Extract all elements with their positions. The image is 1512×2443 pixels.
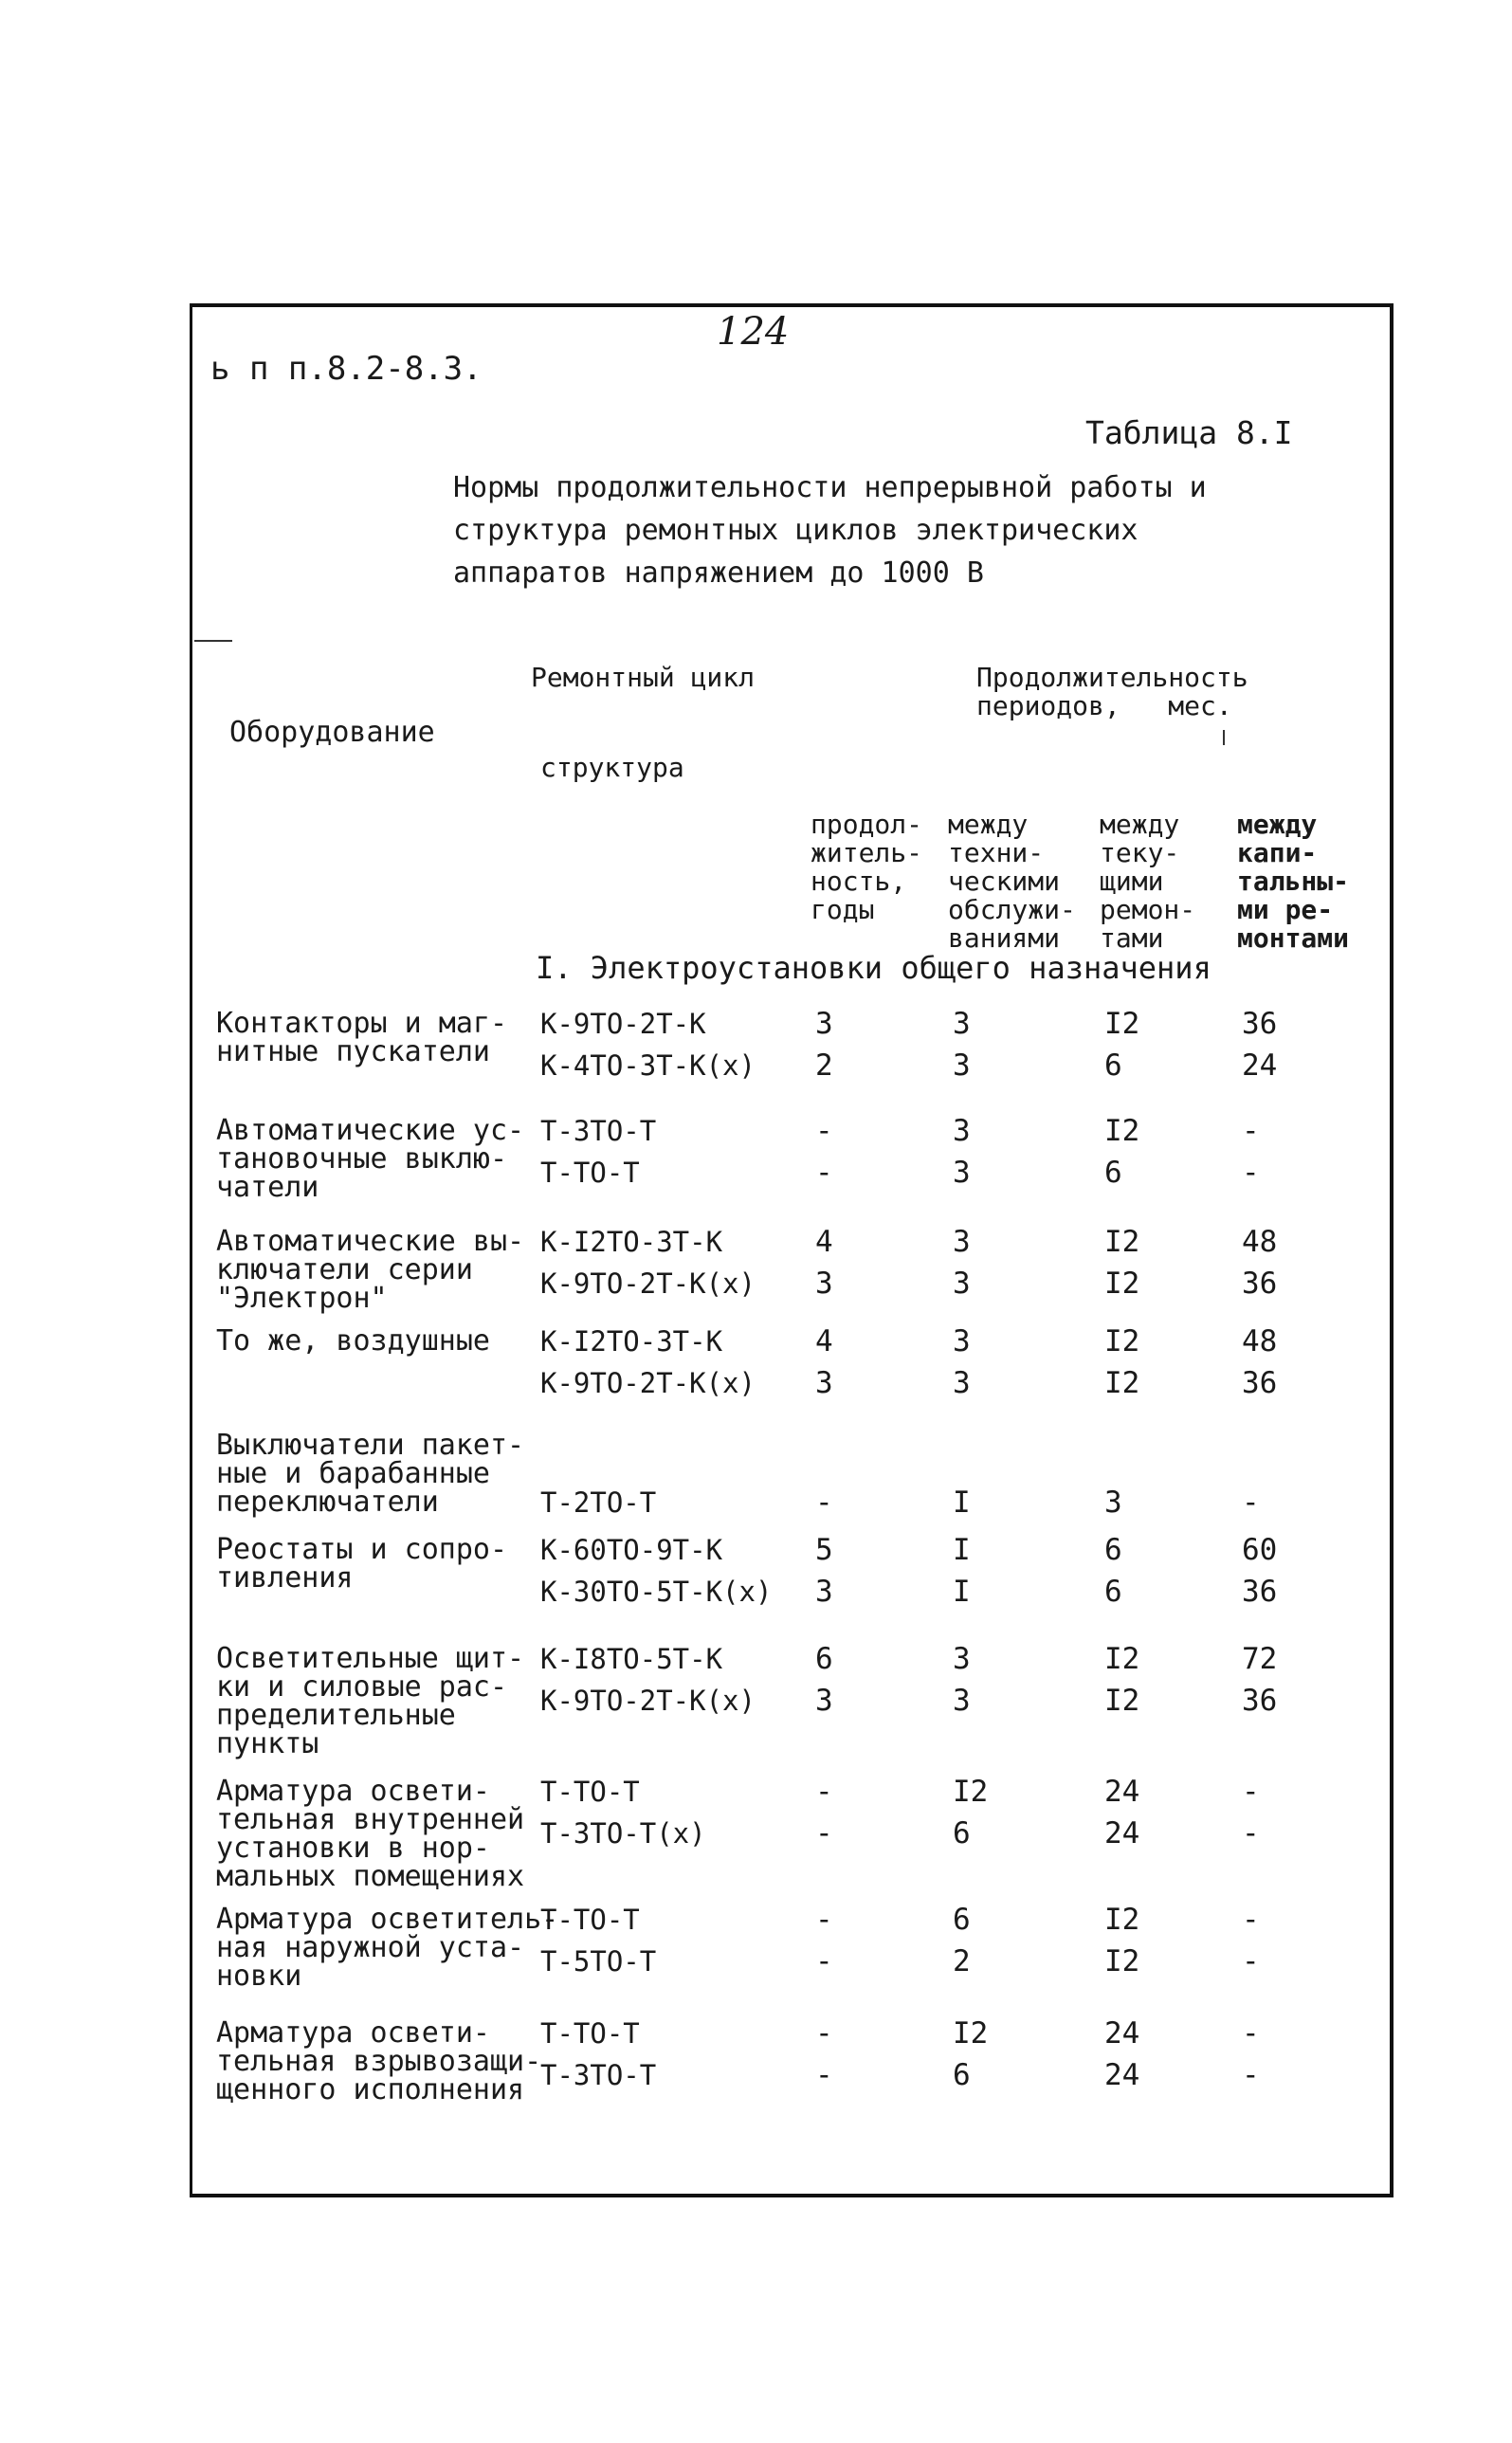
cell-capital: 24 [1242, 1048, 1278, 1083]
equipment-name: тельная внутренней [216, 1803, 525, 1836]
cell-maint: I [953, 1486, 971, 1520]
cell-maint: 3 [953, 1048, 971, 1083]
header-repair-cycle: Ремонтный цикл [531, 662, 756, 693]
equipment-name: Выключатели пакет- [216, 1429, 525, 1462]
cell-structure: Т-3ТО-Т [540, 1115, 657, 1147]
cell-capital: - [1242, 1944, 1260, 1978]
cell-current: 6 [1104, 1156, 1122, 1190]
cell-structure: Т-ТО-Т [540, 2017, 640, 2050]
cell-capital: - [1242, 2016, 1260, 2051]
cell-capital: 48 [1242, 1324, 1278, 1358]
equipment-name: ная наружной уста- [216, 1931, 525, 1964]
cell-current: I2 [1104, 1114, 1140, 1148]
cell-years: 6 [815, 1642, 833, 1676]
cell-capital: 36 [1242, 1267, 1278, 1301]
cell-years: - [815, 1903, 833, 1937]
cell-current: 24 [1104, 1775, 1140, 1809]
cell-current: I2 [1104, 1944, 1140, 1978]
cell-maint: 3 [953, 1267, 971, 1301]
cell-maint: 3 [953, 1366, 971, 1400]
cell-structure: К-4ТО-3Т-К(х) [540, 1049, 756, 1082]
cell-capital: - [1242, 1486, 1260, 1520]
cell-years: - [815, 2016, 833, 2051]
header-current: между теку- щими ремон- тами [1100, 809, 1196, 954]
page-number: 124 [717, 310, 790, 354]
cell-structure: Т-3ТО-Т [540, 2059, 657, 2091]
equipment-name: щенного исполнения [216, 2073, 525, 2106]
cell-years: 3 [815, 1575, 833, 1609]
cell-structure: К-9ТО-2Т-К(х) [540, 1685, 756, 1717]
header-years: продол- житель- ность, годы [811, 809, 923, 925]
cell-maint: I2 [953, 2016, 989, 2051]
equipment-name: тельная взрывозащи- [216, 2045, 542, 2078]
cell-capital: 36 [1242, 1366, 1278, 1400]
equipment-name: "Электрон" [216, 1282, 388, 1315]
reference-line: ь п п.8.2-8.3. [210, 350, 483, 388]
cell-capital: - [1242, 1903, 1260, 1937]
equipment-name: То же, воздушные [216, 1324, 490, 1358]
divider [194, 640, 232, 642]
cell-capital: 72 [1242, 1642, 1278, 1676]
equipment-name: новки [216, 1960, 302, 1993]
cell-maint: 3 [953, 1324, 971, 1358]
cell-capital: 48 [1242, 1225, 1278, 1259]
equipment-name: Автоматические вы- [216, 1225, 525, 1258]
equipment-name: пункты [216, 1727, 319, 1760]
cell-years: 4 [815, 1225, 833, 1259]
equipment-name: нитные пускатели [216, 1035, 490, 1068]
cell-current: 6 [1104, 1048, 1122, 1083]
equipment-name: ключатели серии [216, 1253, 473, 1286]
cell-current: I2 [1104, 1225, 1140, 1259]
cell-maint: 3 [953, 1642, 971, 1676]
header-structure: структура [540, 752, 684, 783]
cell-maint: 6 [953, 1903, 971, 1937]
equipment-name: Арматура освети- [216, 2016, 490, 2050]
cell-maint: 3 [953, 1225, 971, 1259]
cell-capital: - [1242, 1114, 1260, 1148]
cell-structure: Т-ТО-Т [540, 1776, 640, 1808]
equipment-name: Реостаты и сопро- [216, 1533, 508, 1566]
cell-structure: Т-3ТО-Т(х) [540, 1817, 706, 1850]
cell-years: - [815, 1775, 833, 1809]
caption-line: Нормы продолжительности непрерывной работы и [453, 471, 1207, 504]
header-tick [1223, 730, 1225, 745]
cell-maint: 3 [953, 1156, 971, 1190]
equipment-name: Автоматические ус- [216, 1114, 525, 1147]
equipment-name: тановочные выклю- [216, 1142, 508, 1176]
cell-structure: К-I8ТО-5Т-К [540, 1643, 723, 1675]
cell-structure: К-30ТО-5Т-К(х) [540, 1576, 773, 1608]
cell-structure: Т-2ТО-Т [540, 1486, 657, 1519]
cell-years: - [815, 1156, 833, 1190]
cell-maint: 6 [953, 2058, 971, 2092]
equipment-name: ные и барабанные [216, 1457, 490, 1490]
cell-years: 5 [815, 1533, 833, 1567]
cell-structure: К-9ТО-2Т-К(х) [540, 1267, 756, 1300]
equipment-name: Осветительные щит- [216, 1642, 525, 1675]
cell-current: 24 [1104, 2016, 1140, 2051]
caption-line: аппаратов напряжением до 1000 В [453, 556, 984, 590]
cell-current: 3 [1104, 1486, 1122, 1520]
cell-capital: - [1242, 1775, 1260, 1809]
caption-line: структура ремонтных циклов электрических [453, 514, 1139, 547]
cell-structure: К-I2ТО-3Т-К [540, 1226, 723, 1258]
equipment-name: тивления [216, 1561, 354, 1595]
cell-current: I2 [1104, 1324, 1140, 1358]
cell-years: - [815, 1114, 833, 1148]
equipment-name: чатели [216, 1171, 319, 1204]
cell-maint: I [953, 1575, 971, 1609]
cell-years: - [815, 1486, 833, 1520]
cell-capital: 36 [1242, 1684, 1278, 1718]
table-label: Таблица 8.I [1085, 414, 1293, 451]
cell-structure: Т-ТО-Т [540, 1157, 640, 1189]
section-title: I. Электроустановки общего назначения [536, 950, 1211, 986]
cell-capital: 36 [1242, 1007, 1278, 1041]
cell-structure: К-I2ТО-3Т-К [540, 1325, 723, 1358]
cell-structure: Т-5ТО-Т [540, 1945, 657, 1978]
equipment-name: мальных помещениях [216, 1860, 525, 1893]
cell-years: - [815, 2058, 833, 2092]
cell-years: - [815, 1944, 833, 1978]
cell-capital: 60 [1242, 1533, 1278, 1567]
cell-maint: 3 [953, 1007, 971, 1041]
cell-current: I2 [1104, 1903, 1140, 1937]
cell-capital: - [1242, 2058, 1260, 2092]
cell-years: 3 [815, 1267, 833, 1301]
cell-current: I2 [1104, 1642, 1140, 1676]
cell-years: 4 [815, 1324, 833, 1358]
cell-capital: - [1242, 1156, 1260, 1190]
cell-maint: I [953, 1533, 971, 1567]
equipment-name: переключатели [216, 1486, 439, 1519]
cell-current: I2 [1104, 1267, 1140, 1301]
cell-current: I2 [1104, 1684, 1140, 1718]
header-duration-periods: Продолжительность [976, 662, 1248, 693]
cell-maint: 6 [953, 1816, 971, 1850]
cell-structure: К-9ТО-2Т-К(х) [540, 1367, 756, 1399]
cell-current: 24 [1104, 2058, 1140, 2092]
cell-maint: 3 [953, 1114, 971, 1148]
cell-maint: 3 [953, 1684, 971, 1718]
cell-capital: 36 [1242, 1575, 1278, 1609]
header-maintenance: между техни- ческими обслужи- ваниями [948, 809, 1076, 954]
cell-current: I2 [1104, 1007, 1140, 1041]
cell-current: 24 [1104, 1816, 1140, 1850]
equipment-name: Арматура освети- [216, 1775, 490, 1808]
cell-current: 6 [1104, 1575, 1122, 1609]
equipment-name: ки и силовые рас- [216, 1670, 508, 1704]
header-duration-periods: периодов, мес. [976, 690, 1232, 721]
cell-years: - [815, 1816, 833, 1850]
cell-maint: I2 [953, 1775, 989, 1809]
header-capital: между капи- тальны- ми ре- монтами [1237, 809, 1350, 954]
equipment-name: установки в нор- [216, 1832, 490, 1865]
equipment-name: пределительные [216, 1699, 456, 1732]
cell-current: 6 [1104, 1533, 1122, 1567]
cell-current: I2 [1104, 1366, 1140, 1400]
cell-years: 3 [815, 1684, 833, 1718]
cell-maint: 2 [953, 1944, 971, 1978]
cell-structure: К-9ТО-2Т-К [540, 1008, 706, 1040]
cell-structure: К-60ТО-9Т-К [540, 1534, 723, 1566]
cell-years: 3 [815, 1007, 833, 1041]
equipment-name: Контакторы и маг- [216, 1007, 508, 1040]
equipment-name: Арматура осветитель- [216, 1903, 559, 1936]
cell-years: 3 [815, 1366, 833, 1400]
cell-years: 2 [815, 1048, 833, 1083]
header-equipment: Оборудование [229, 716, 435, 749]
cell-structure: Т-ТО-Т [540, 1904, 640, 1936]
cell-capital: - [1242, 1816, 1260, 1850]
